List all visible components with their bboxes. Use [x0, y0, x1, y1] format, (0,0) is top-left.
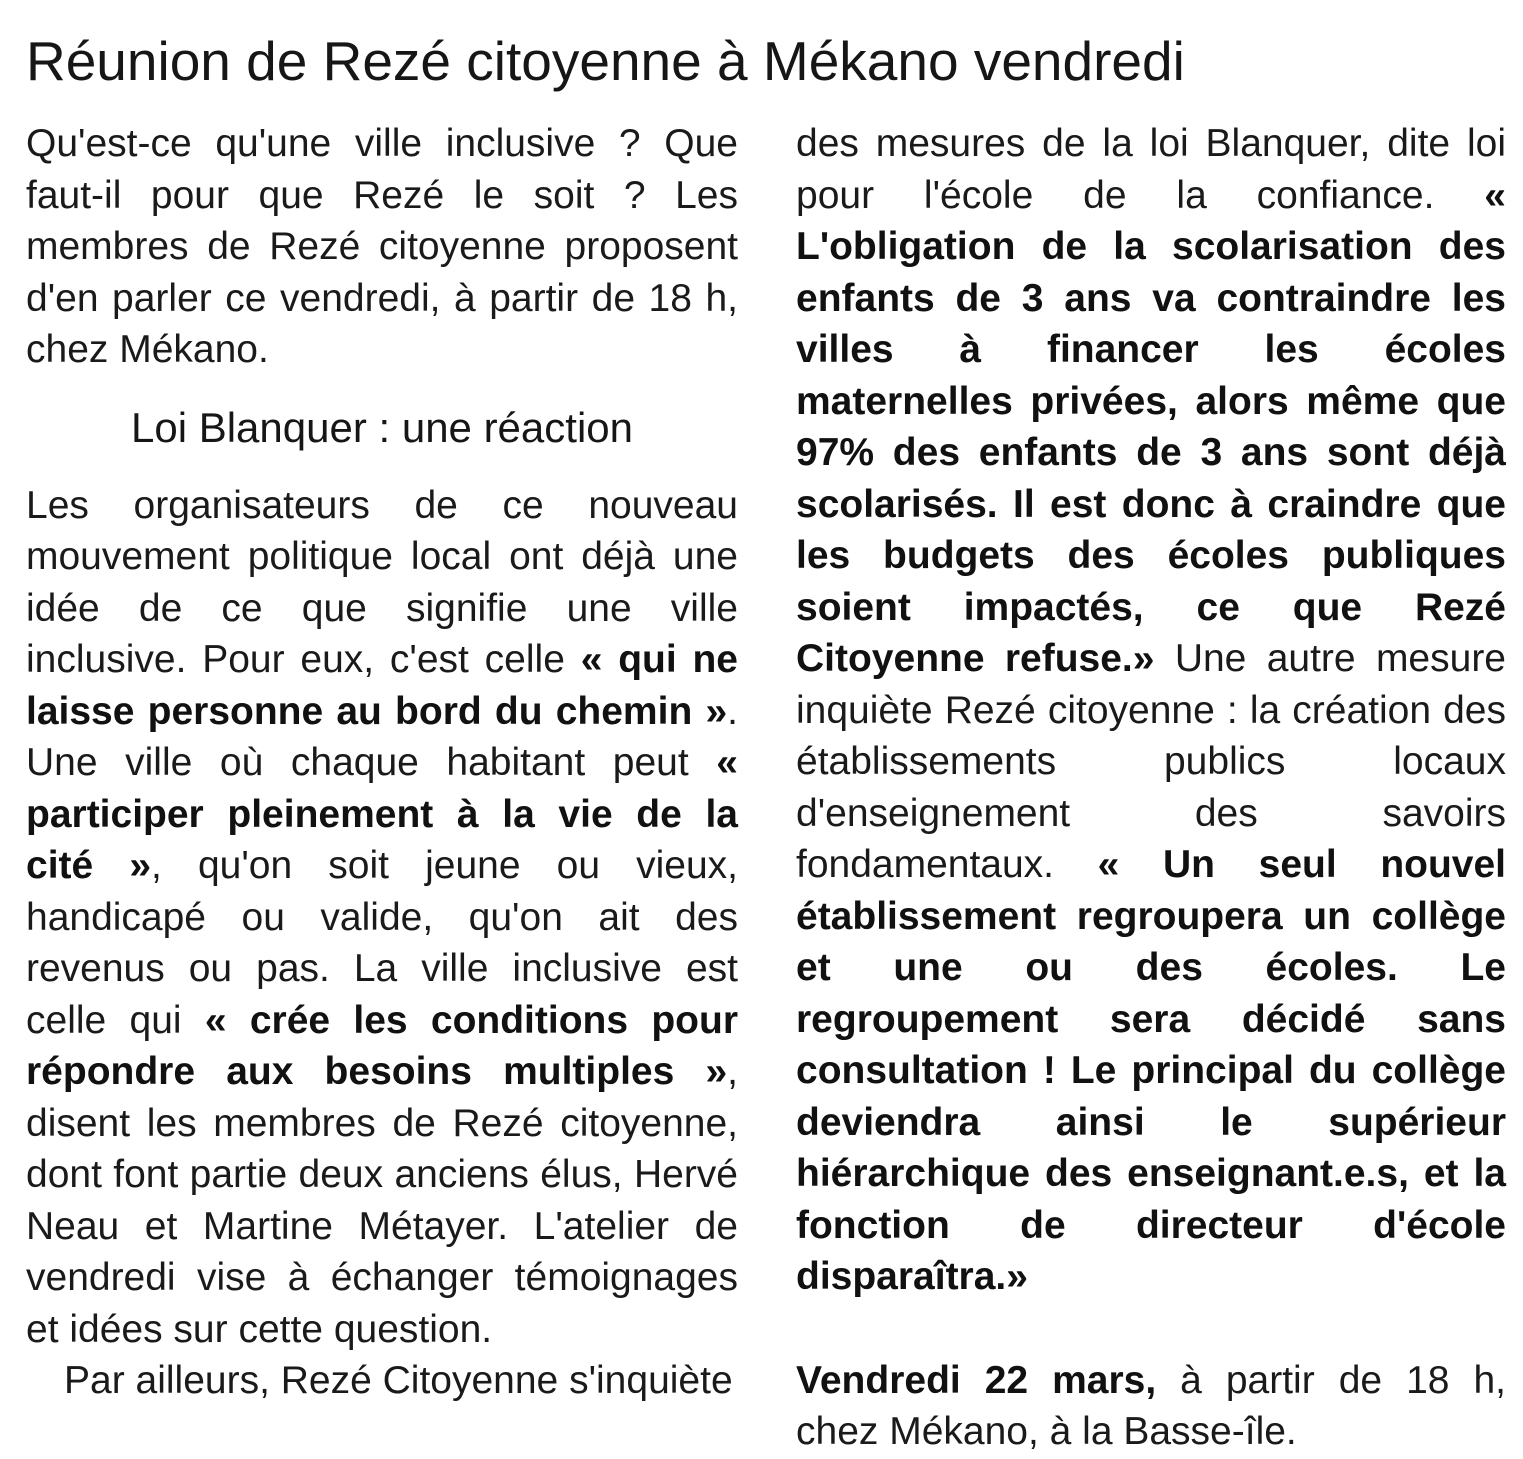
quote: « participer pleinement à la vie de la cité »	[26, 741, 738, 887]
event-date: Vendredi 22 mars,	[796, 1358, 1157, 1402]
quote: « L'obligation de la scolarisation des enfants de 3 ans va contraindre les villes à financer les écoles maternelles privées, alors même que 97% des enfants de 3 ans sont déjà scolarisés. Il est donc à craindre que les budgets des écoles publiques soient impactés, ce que Rezé Citoyenne refuse.»	[796, 173, 1506, 680]
section-subhead: Loi Blanquer : une réaction	[130, 403, 633, 451]
quote: « crée les conditions pour répondre aux besoins multiples »	[26, 998, 738, 1093]
body-text: Les organisateurs de ce nouveau mouvement politique local ont déjà une idée de ce que signifie une ville inclusive. Pour eux, c'est celle	[26, 483, 738, 681]
body-text: des mesures de la loi Blanquer, dite loi pour l'école de la confiance.	[796, 122, 1506, 217]
article-title: Réunion de Rezé citoyenne à Mékano vendredi	[26, 30, 1185, 92]
intro-paragraph: Qu'est-ce qu'une ville inclusive ? Que faut-il pour que Rezé le soit ? Les membres de Rezé citoyenne proposent d'en parler ce vendredi, à partir de 18 h, chez Mékano.	[26, 122, 738, 371]
body-paragraph-loi-blanquer	[26, 1355, 738, 1407]
quote: « Un seul nouvel établissement regroupera un collège et une ou des écoles. Le regroupement sera décidé sans consultation ! Le principal du collège deviendra ainsi le supérieur hiérarchique des enseignant.e.s, et la fonction de directeur d'école disparaîtra.»	[796, 843, 1507, 1298]
body-text: , qu'on soit jeune ou vieux, handicapé ou valide, qu'on ait des revenus ou pas. La ville inclusive est celle qui	[26, 844, 739, 1042]
body-paragraph-loi-blanquer	[796, 118, 1506, 1303]
article-column-left	[26, 118, 738, 1407]
paragraph-spacer	[796, 1303, 1506, 1355]
body-text: , disent les membres de Rezé citoyenne, dont font partie deux anciens élus, Hervé Neau et Martine Métayer. L'atelier de vendredi vise à échanger témoignages et idées sur cette question.	[26, 1050, 738, 1351]
quote: « qui ne laisse personne au bord du chemin »	[26, 638, 738, 733]
body-text: . Une ville où chaque habitant peut	[26, 689, 738, 784]
body-paragraph-inclusive-city	[26, 480, 738, 1356]
practical-info	[796, 1355, 1506, 1458]
event-details: à partir de 18 h, chez Mékano, à la Basse-île.	[796, 1358, 1506, 1453]
article-column-right	[796, 118, 1506, 1458]
body-text: Par ailleurs, Rezé Citoyenne s'inquiète	[64, 1359, 733, 1402]
body-text: Une autre mesure inquiète Rezé citoyenne : la création des établissements publics locaux d'enseignement des savoirs fondamentaux.	[796, 637, 1506, 886]
